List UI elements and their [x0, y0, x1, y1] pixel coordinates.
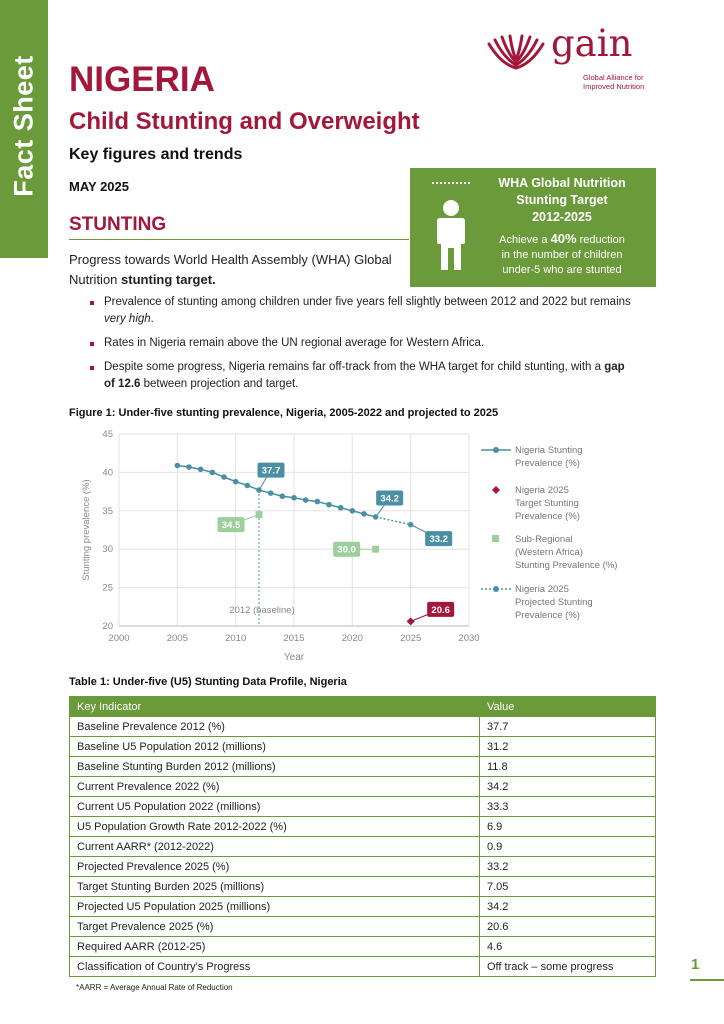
nigeria-prevalence-point — [175, 463, 181, 469]
legend-3-line2: (Western Africa) — [515, 547, 583, 558]
value-cell: 0.9 — [480, 837, 656, 857]
indicator-cell: Classification of Country's Progress — [70, 957, 480, 977]
wha-desc-line3: under-5 who are stunted — [502, 264, 622, 276]
table-row — [70, 917, 656, 937]
fact-sheet-tab — [0, 0, 48, 258]
y-tick-label: 30 — [102, 544, 113, 556]
legend-3-line1: Sub-Regional — [515, 534, 573, 545]
nigeria-prevalence-point — [186, 464, 192, 470]
indicator-cell: U5 Population Growth Rate 2012-2022 (%) — [70, 817, 480, 837]
key-figures-heading: Key figures and trends — [69, 146, 243, 163]
table-caption: Table 1: Under-five (U5) Stunting Data Profile, Nigeria — [69, 676, 347, 688]
progress-bold: stunting target. — [121, 272, 216, 287]
finding-3-bold: gap of 12.6 — [104, 361, 625, 390]
legend-3-line3: Stunting Prevalence (%) — [515, 560, 618, 571]
wha-title-line1: WHA Global Nutrition — [498, 176, 626, 190]
finding-1-end: . — [150, 313, 154, 325]
gain-subtitle-line1: Global Alliance for — [583, 73, 644, 82]
legend-4-line2: Projected Stunting — [515, 597, 593, 608]
data-label: 20.6 — [431, 604, 450, 616]
legend-2-line2: Target Stunting — [515, 498, 579, 509]
indicator-cell: Required AARR (2012-25) — [70, 937, 480, 957]
value-cell: 7.05 — [480, 877, 656, 897]
indicator-cell: Target Stunting Burden 2025 (millions) — [70, 877, 480, 897]
value-cell: 34.2 — [480, 777, 656, 797]
y-axis-label: Stunting prevalence (%) — [81, 479, 92, 581]
nigeria-prevalence-point — [245, 483, 251, 489]
nigeria-prevalence-point — [315, 499, 321, 505]
section-title: STUNTING — [69, 214, 167, 235]
x-tick-label: 2025 — [400, 633, 422, 644]
x-tick-label: 2005 — [166, 633, 188, 644]
indicator-cell: Current U5 Population 2022 (millions) — [70, 797, 480, 817]
x-tick-label: 2000 — [108, 633, 130, 644]
data-label: 33.2 — [429, 534, 448, 546]
x-tick-label: 2015 — [283, 633, 305, 644]
wha-title-line2: Stunting Target — [516, 193, 608, 207]
legend-4-line1: Nigeria 2025 — [515, 584, 569, 595]
nigeria-prevalence-point — [256, 487, 262, 493]
chart-marks — [175, 463, 455, 626]
finding-1-italic: very high — [104, 313, 151, 325]
wha-desc-post: reduction — [579, 234, 625, 246]
finding-3-pre: Despite some progress, Nigeria remains far off-track from the WHA target for child stunting, with a — [104, 361, 602, 373]
finding-item: Rates in Nigeria remain above the UN regional average for Western Africa. — [90, 335, 635, 352]
publication-date: MAY 2025 — [69, 179, 129, 194]
nigeria-prevalence-point — [303, 497, 309, 503]
wha-description — [482, 231, 642, 278]
key-findings-list — [90, 294, 635, 400]
value-cell: 6.9 — [480, 817, 656, 837]
gain-subtitle — [583, 73, 644, 91]
nigeria-prevalence-point — [361, 511, 367, 517]
table-row — [70, 897, 656, 917]
nigeria-prevalence-point — [210, 470, 216, 476]
finding-item — [90, 294, 635, 328]
table-row — [70, 817, 656, 837]
nigeria-prevalence-point — [280, 493, 286, 499]
page-number-rule — [690, 979, 724, 981]
nigeria-prevalence-point — [268, 490, 274, 496]
nigeria-prevalence-point — [350, 508, 356, 514]
y-tick-label: 25 — [102, 582, 113, 594]
gain-logo — [485, 22, 670, 91]
indicator-cell: Projected U5 Population 2025 (millions) — [70, 897, 480, 917]
legend-3-marker — [492, 535, 499, 542]
baseline-label: 2012 (baseline) — [229, 605, 295, 616]
table-row — [70, 717, 656, 737]
table-header-row — [70, 697, 656, 717]
progress-intro — [69, 250, 409, 290]
data-label: 37.7 — [261, 465, 281, 477]
value-cell: 34.2 — [480, 897, 656, 917]
chart-legend — [481, 445, 617, 621]
value-cell: 20.6 — [480, 917, 656, 937]
x-axis-label: Year — [283, 652, 305, 663]
legend-1-line1: Nigeria Stunting — [515, 445, 583, 456]
wha-desc-line1 — [482, 231, 642, 248]
table-row — [70, 957, 656, 977]
indicator-cell: Baseline U5 Population 2012 (millions) — [70, 737, 480, 757]
table-row — [70, 757, 656, 777]
value-cell: 37.7 — [480, 717, 656, 737]
nigeria-prevalence-point — [233, 479, 239, 485]
x-tick-label: 2020 — [341, 633, 363, 644]
legend-2-line1: Nigeria 2025 — [515, 485, 569, 496]
page-subtitle: Child Stunting and Overweight — [69, 108, 420, 135]
legend-2-marker — [492, 486, 500, 494]
value-cell: 33.3 — [480, 797, 656, 817]
indicator-cell: Baseline Stunting Burden 2012 (millions) — [70, 757, 480, 777]
wha-title-line3: 2012-2025 — [532, 210, 592, 224]
table-row — [70, 777, 656, 797]
nigeria-prevalence-point — [338, 505, 344, 511]
value-cell: 33.2 — [480, 857, 656, 877]
column-header-indicator: Key Indicator — [70, 697, 480, 717]
wha-target-box — [410, 168, 656, 287]
x-tick-label: 2010 — [225, 633, 247, 644]
finding-1-text: Prevalence of stunting among children under five years fell slightly between 2012 and 2022 but remains — [104, 296, 631, 308]
indicator-cell: Target Prevalence 2025 (%) — [70, 917, 480, 937]
stunting-data-table — [69, 696, 656, 977]
progress-text: Progress towards World Health Assembly (WHA) Global Nutrition — [69, 252, 392, 287]
wha-desc-line2: in the number of children — [501, 249, 623, 261]
data-label: 30.0 — [337, 544, 356, 556]
indicator-cell: Current AARR* (2012-2022) — [70, 837, 480, 857]
projected-line — [376, 517, 411, 525]
wha-title — [482, 175, 642, 226]
table-row — [70, 837, 656, 857]
value-cell: 31.2 — [480, 737, 656, 757]
table-row — [70, 737, 656, 757]
y-tick-label: 45 — [102, 429, 113, 440]
stunting-chart — [69, 425, 669, 670]
figure-caption: Figure 1: Under-five stunting prevalence, Nigeria, 2005-2022 and projected to 2025 — [69, 407, 499, 419]
table-row — [70, 877, 656, 897]
value-cell: 11.8 — [480, 757, 656, 777]
legend-4-marker — [493, 586, 499, 592]
finding-3-post: between projection and target. — [143, 378, 299, 390]
gain-wordmark: gain — [551, 22, 633, 65]
legend-1-marker — [493, 447, 499, 453]
child-person-icon — [434, 198, 468, 272]
y-tick-label: 20 — [102, 621, 113, 632]
wheat-logo-icon — [485, 34, 547, 74]
legend-4-line3: Prevalence (%) — [515, 610, 580, 621]
indicator-cell: Current Prevalence 2022 (%) — [70, 777, 480, 797]
indicator-cell: Projected Prevalence 2025 (%) — [70, 857, 480, 877]
nigeria-prevalence-point — [221, 474, 227, 480]
table-row — [70, 937, 656, 957]
legend-1-line2: Prevalence (%) — [515, 458, 580, 469]
wha-desc-percent: 40% — [550, 231, 577, 246]
table-row — [70, 857, 656, 877]
nigeria-prevalence-point — [326, 502, 332, 508]
wha-desc-pre: Achieve a — [499, 234, 548, 246]
value-cell: Off track – some progress — [480, 957, 656, 977]
y-tick-label: 35 — [102, 505, 113, 517]
aarr-footnote: *AARR = Average Annual Rate of Reduction — [76, 983, 233, 992]
country-title: NIGERIA — [69, 60, 215, 99]
section-divider — [69, 239, 409, 240]
fact-sheet-tab-label: Fact Sheet — [8, 55, 39, 197]
indicator-cell: Baseline Prevalence 2012 (%) — [70, 717, 480, 737]
table-row — [70, 797, 656, 817]
finding-item — [90, 359, 635, 393]
wha-dots-divider — [432, 182, 470, 184]
legend-2-line3: Prevalence (%) — [515, 511, 580, 522]
x-tick-label: 2030 — [458, 633, 480, 644]
nigeria-prevalence-point — [198, 467, 204, 473]
data-label: 34.2 — [380, 493, 399, 505]
value-cell: 4.6 — [480, 937, 656, 957]
column-header-value: Value — [480, 697, 656, 717]
page-number: 1 — [691, 956, 700, 973]
nigeria-prevalence-point — [291, 495, 297, 501]
chart-grid — [119, 434, 469, 626]
y-tick-label: 40 — [102, 467, 113, 479]
data-label: 34.5 — [221, 520, 241, 532]
gain-subtitle-line2: Improved Nutrition — [583, 82, 645, 91]
